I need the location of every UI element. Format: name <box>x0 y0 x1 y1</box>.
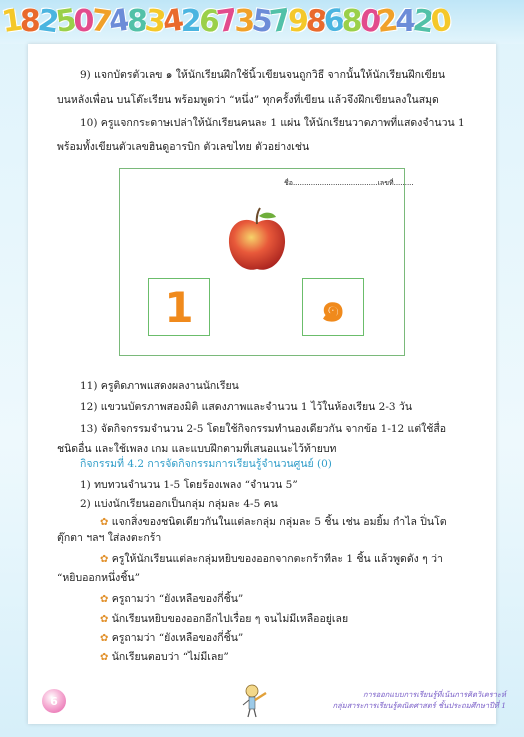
banner-digit: 4 <box>395 4 414 39</box>
banner-digit: 7 <box>267 2 291 41</box>
bullet-item-2-line1 <box>100 552 443 567</box>
decorative-digits <box>2 0 522 44</box>
banner-digit: 4 <box>160 2 184 41</box>
banner-digit: 7 <box>89 2 112 41</box>
banner-digit: 3 <box>142 2 166 41</box>
step-1: 1) ทบทวนจำนวน 1-5 โดยร้องเพลง “จำนวน 5” <box>80 479 298 491</box>
paragraph-13-line2: ชนิดอื่น และใช้เพลง เกม และแบบฝึกตามที่เสนอแนะไว้ท้ายบท <box>57 443 337 455</box>
thai-one-card: ๑ <box>302 278 364 336</box>
bullet-item-1-line1 <box>100 515 447 530</box>
banner-digit: 8 <box>19 4 38 39</box>
paragraph-10-line2: พร้อมทั้งเขียนตัวเลขฮินดูอารบิก ตัวเลขไทย ตัวอย่างเช่น <box>57 141 310 153</box>
banner-digit: 3 <box>234 4 253 39</box>
bullet-text: นักเรียนหยิบของออกอีกไปเรื่อย ๆ จนไม่มีเหลืออยู่เลย <box>111 613 349 625</box>
bullet-item-6 <box>100 650 229 665</box>
footer-line-1: การออกแบบการเรียนรู้ที่เน้นการคิดวิเคราะห์ <box>362 690 506 699</box>
apple-icon <box>222 205 292 275</box>
hindu-arabic-one-card: 1 <box>148 278 210 336</box>
banner-digit: 7 <box>214 2 237 41</box>
banner-digit: 2 <box>374 2 398 41</box>
footer-course-title <box>316 689 506 711</box>
page-number-badge: 6 <box>42 689 66 713</box>
cartoon-pencil-icon <box>240 683 270 719</box>
paragraph-9-line2: บนหลังเพื่อน บนโต๊ะเรียน พร้อมพูดว่า “หนึ่ง” ทุกครั้งที่เขียน แล้วจึงฝึกเขียนลงในสมุด <box>57 94 439 106</box>
paragraph-11: 11) ครูติดภาพแสดงผลงานนักเรียน <box>80 380 239 392</box>
step-2: 2) แบ่งนักเรียนออกเป็นกลุ่ม กลุ่มละ 4-5 คน <box>80 498 278 510</box>
bullet-text: นักเรียนตอบว่า “ไม่มีเลย” <box>111 651 229 663</box>
banner-digit: 1 <box>0 2 23 41</box>
bullet-item-3 <box>100 592 243 607</box>
paragraph-9-line1: 9) แจกบัตรตัวเลข ๑ ให้นักเรียนฝึกใช้นิ้วเขียนจนถูกวิธี จากนั้นให้นักเรียนฝึกเขียน <box>80 69 446 81</box>
number-banner <box>0 0 524 44</box>
example-figure <box>119 168 414 356</box>
banner-digit: 8 <box>303 2 327 41</box>
flower-bullet-icon: ✿ <box>100 652 109 663</box>
banner-digit: 2 <box>410 2 434 41</box>
flower-bullet-icon: ✿ <box>100 594 109 605</box>
bullet-text: ครูถามว่า “ยังเหลือของกี่ชิ้น” <box>111 632 244 644</box>
paragraph-12: 12) แขวนบัตรภาพสองมิติ แสดงภาพและจำนวน 1 ไว้ในห้องเรียน 2-3 วัน <box>80 401 413 413</box>
banner-digit: 4 <box>106 2 130 41</box>
banner-digit: 6 <box>321 2 344 41</box>
flower-bullet-icon: ✿ <box>100 633 109 644</box>
banner-digit: 0 <box>73 4 92 39</box>
activity-heading: กิจกรรมที่ 4.2 การจัดกิจกรรมการเรียนรู้จำนวนศูนย์ (0) <box>80 458 332 470</box>
bullet-text: ครูให้นักเรียนแต่ละกลุ่มหยิบของออกจากตะกร้าทีละ 1 ชิ้น แล้วพูดดัง ๆ ว่า <box>111 553 443 565</box>
banner-digit: 6 <box>196 2 219 41</box>
banner-digit: 0 <box>428 2 452 41</box>
footer-line-2: กลุ่มสาระการเรียนรู้คณิตศาสตร์ ชั้นประถมศึกษาปีที่ 1 <box>332 701 506 710</box>
bullet-item-1-line2: ตุ๊กตา ฯลฯ ใส่ลงตะกร้า <box>57 532 162 544</box>
bullet-item-4 <box>100 612 348 627</box>
bullet-text: แจกสิ่งของชนิดเดียวกันในแต่ละกลุ่ม กลุ่มละ 5 ชิ้น เช่น อมยิ้ม กำไล ปิ่นโต <box>111 516 447 528</box>
banner-digit: 5 <box>53 2 76 41</box>
flower-bullet-icon: ✿ <box>100 517 109 528</box>
banner-digit: 0 <box>357 2 380 41</box>
flower-bullet-icon: ✿ <box>100 554 109 565</box>
bullet-item-5 <box>100 631 243 646</box>
bullet-item-2-line2: “หยิบออกหนึ่งชิ้น” <box>57 572 140 584</box>
flower-bullet-icon: ✿ <box>100 614 109 625</box>
banner-digit: 2 <box>180 4 199 39</box>
banner-digit: 9 <box>288 4 306 39</box>
banner-digit: 8 <box>127 4 145 39</box>
bullet-text: ครูถามว่า “ยังเหลือของกี่ชิ้น” <box>111 593 244 605</box>
paragraph-13-line1: 13) จัดกิจกรรมจำนวน 2-5 โดยใช้กิจกรรมทำนองเดียวกัน จากข้อ 1-12 แต่ใช้สื่อ <box>80 423 447 435</box>
name-number-line: ชื่อ......................................เลขที่......... <box>284 179 414 187</box>
paragraph-10-line1: 10) ครูแจกกระดาษเปล่าให้นักเรียนคนละ 1 แผ่น ให้นักเรียนวาดภาพที่แสดงจำนวน 1 <box>80 117 465 129</box>
banner-digit: 2 <box>35 2 59 41</box>
banner-digit: 5 <box>249 2 273 41</box>
banner-digit: 8 <box>341 4 360 39</box>
